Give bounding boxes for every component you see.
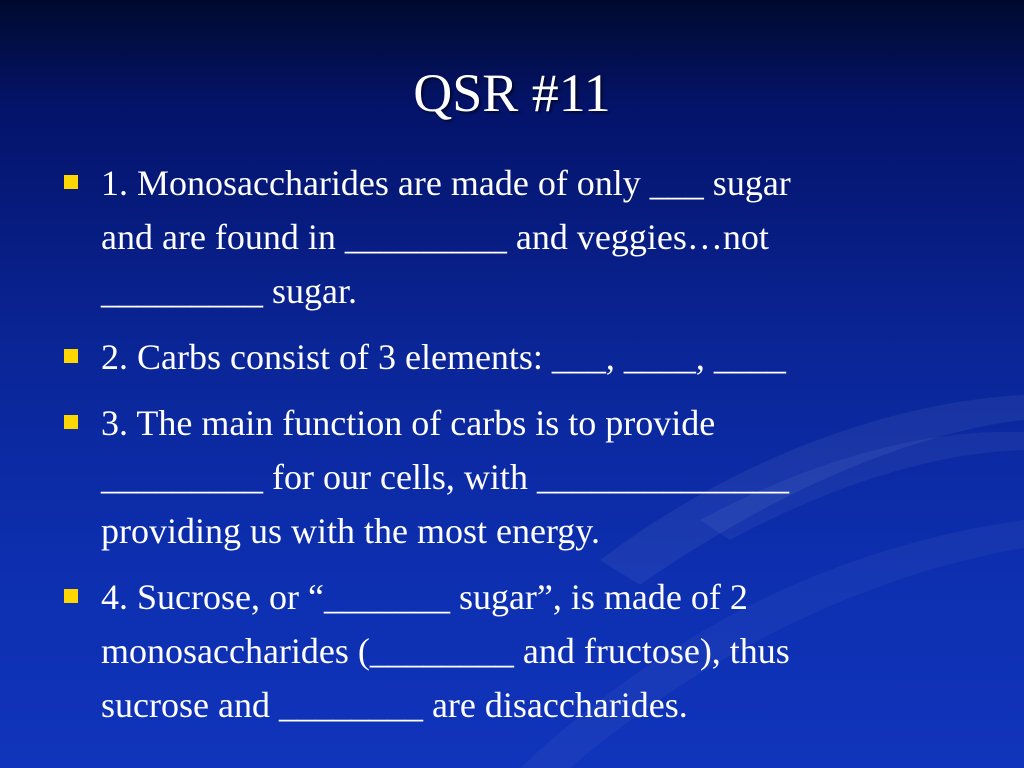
square-bullet-icon <box>64 589 78 603</box>
bullet-list <box>60 156 980 744</box>
bullet-item-2 <box>60 330 980 384</box>
bullet-1-line-1: 1. Monosaccharides are made of only ___ sugar <box>101 163 791 203</box>
bullet-3-line-1: 3. The main function of carbs is to provide <box>101 403 716 443</box>
square-bullet-icon <box>64 415 78 429</box>
bullet-item-1 <box>60 156 980 318</box>
square-bullet-icon <box>64 175 78 189</box>
bullet-3-line-3: providing us with the most energy. <box>101 511 600 551</box>
bullet-4-line-2: monosaccharides (________ and fructose), thus <box>101 631 790 671</box>
slide-title: QSR #11 <box>413 63 611 123</box>
bullet-3-line-2: _________ for our cells, with ______________ <box>101 457 789 497</box>
bullet-4-line-3: sucrose and ________ are disaccharides. <box>101 685 688 725</box>
bullet-2-line-1: 2. Carbs consist of 3 elements: ___, ____, ____ <box>101 337 786 377</box>
bullet-item-3 <box>60 396 980 558</box>
bullet-1-line-2: and are found in _________ and veggies…not <box>101 217 769 257</box>
square-bullet-icon <box>64 349 78 363</box>
bullet-item-4 <box>60 570 980 732</box>
bullet-4-line-1: 4. Sucrose, or “_______ sugar”, is made of 2 <box>101 577 748 617</box>
bullet-1-line-3: _________ sugar. <box>101 271 357 311</box>
